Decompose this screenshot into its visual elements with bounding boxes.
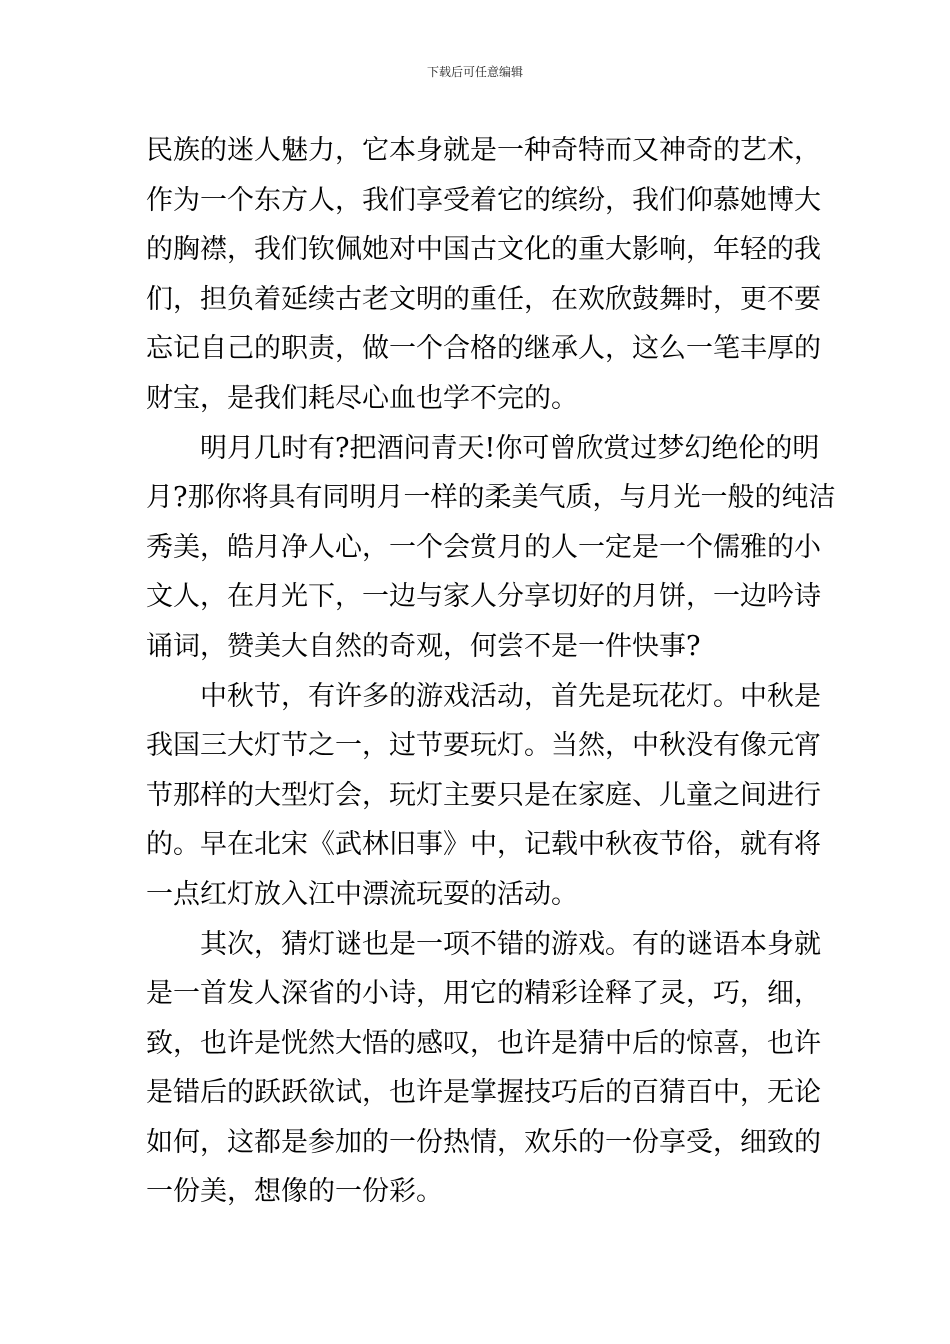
text-line: 一份美，想像的一份彩。 (146, 1176, 443, 1208)
text-line: 明月几时有?把酒问青天!你可曾欣赏过梦幻绝伦的明 (200, 432, 820, 464)
text-line: 的。早在北宋《武林旧事》中，记载中秋夜节俗，就有将 (146, 829, 821, 861)
text-line: 月?那你将具有同明月一样的柔美气质，与月光一般的纯洁 (146, 482, 836, 514)
text-line: 民族的迷人魅力，它本身就是一种奇特而又神奇的艺术， (146, 135, 821, 166)
text-line: 忘记自己的职责，做一个合格的继承人，这么一笔丰厚的 (146, 333, 821, 365)
text-line: 诵词，赞美大自然的奇观，何尝不是一件快事? (146, 630, 701, 662)
page-header: 下载后可任意编辑 (426, 65, 523, 79)
text-line: 我国三大灯节之一，过节要玩灯。当然，中秋没有像元宵 (146, 730, 821, 762)
text-line: 致，也许是恍然大悟的感叹，也许是猜中后的惊喜，也许 (146, 1027, 821, 1059)
text-line: 是一首发人深省的小诗，用它的精彩诠释了灵，巧，细， (146, 978, 821, 1010)
text-line: 其次，猜灯谜也是一项不错的游戏。有的谜语本身就 (200, 928, 821, 960)
text-line: 们，担负着延续古老文明的重任，在欢欣鼓舞时，更不要 (146, 283, 821, 315)
text-line: 文人，在月光下，一边与家人分享切好的月饼，一边吟诗 (146, 581, 821, 613)
text-line: 作为一个东方人，我们享受着它的缤纷，我们仰慕她博大 (146, 184, 821, 216)
paragraph (146, 424, 836, 672)
document-body (146, 126, 836, 1217)
text-line: 一点红灯放入江中漂流玩耍的活动。 (146, 878, 578, 910)
text-line: 如何，这都是参加的一份热情，欢乐的一份享受，细致的 (146, 1126, 821, 1158)
text-line: 财宝，是我们耗尽心血也学不完的。 (146, 382, 578, 414)
text-line: 秀美，皓月净人心，一个会赏月的人一定是一个儒雅的小 (146, 531, 821, 563)
paragraph (146, 126, 821, 424)
paragraph (146, 672, 821, 920)
text-line: 的胸襟，我们钦佩她对中国古文化的重大影响，年轻的我 (146, 234, 821, 266)
text-line: 中秋节，有许多的游戏活动，首先是玩花灯。中秋是 (200, 680, 821, 712)
text-line: 节那样的大型灯会，玩灯主要只是在家庭、儿童之间进行 (146, 779, 821, 811)
paragraph (146, 920, 821, 1218)
text-line: 是错后的跃跃欲试，也许是掌握技巧后的百猜百中，无论 (146, 1077, 821, 1109)
